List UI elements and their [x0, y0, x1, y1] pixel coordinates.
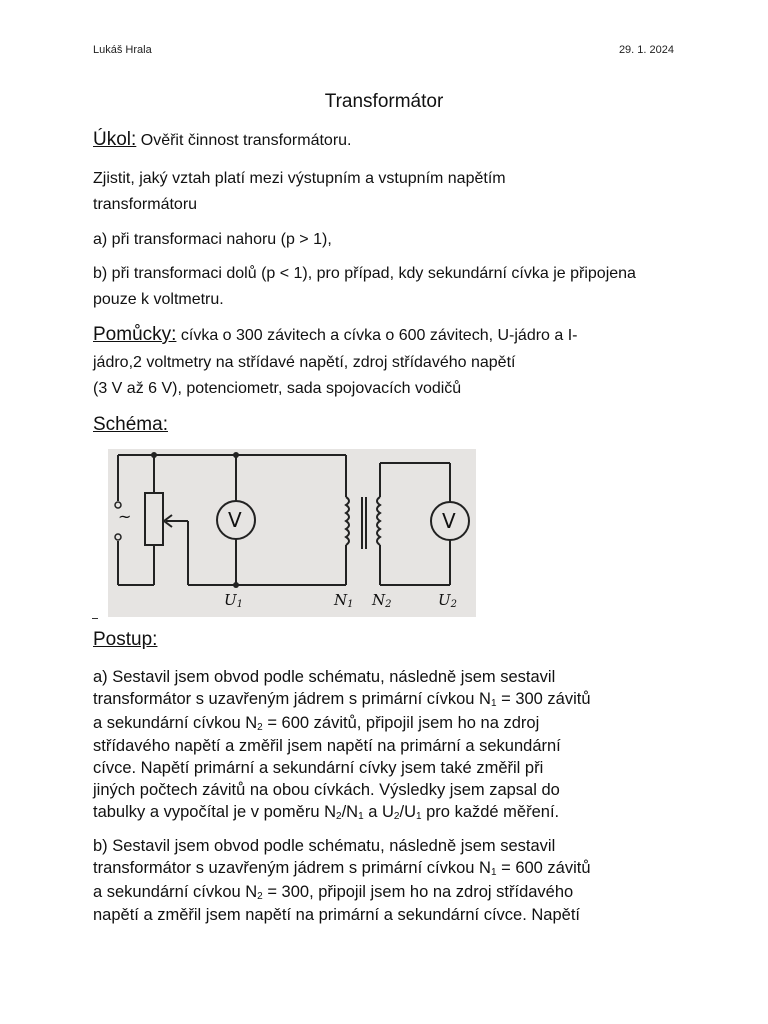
procedure-b-line: transformátor s uzavřeným jádrem s primární cívkou $N_1 = 600$ závitů [93, 858, 591, 878]
task-line [93, 127, 683, 154]
task-item-a: a) při transformaci nahoru (p > 1), [93, 231, 332, 248]
procedure-a-line: a sekundární cívkou $N_2 = 600$ závitů, připojil jsem ho na zdroj [93, 713, 540, 733]
ac-tilde: ~ [118, 507, 132, 526]
page-title: Transformátor [324, 91, 444, 112]
procedure-b-line: napětí a změřil jsem napětí na primární a sekundární cívce. Napětí [93, 906, 580, 925]
tools-line-3: (3 V až 6 V), potenciometr, sada spojovacích vodičů [93, 380, 462, 397]
procedure-b-line: a sekundární cívkou $N_2 = 300$, připojil jsem ho na zdroj střídavého [93, 882, 574, 902]
circuit-diagram [108, 449, 476, 617]
schema-heading: Schéma: [93, 414, 168, 435]
procedure-a [93, 667, 693, 826]
voltmeter-2-label: V [442, 509, 456, 533]
label-u1: $U_1$ [224, 591, 244, 610]
procedure-a-line: a) Sestavil jsem obvod podle schématu, následně jsem sestavil [93, 668, 556, 686]
task-heading: Úkol: [93, 129, 137, 150]
procedure-a-line: jiných počtech závitů na obou cívkách. Výsledky jsem zapsal do [93, 780, 560, 799]
procedure-a-line: transformátor s uzavřeným jádrem s primární cívkou $N_1 = 300$ závitů [93, 689, 591, 709]
task-goal: Zjistit, jaký vztah platí mezi výstupním a vstupním napětím transformátoru [93, 170, 506, 213]
procedure-a-line: střídavého napětí a změřil jsem napětí na primární a sekundární [93, 737, 561, 756]
procedure-b [93, 836, 693, 927]
tools-line-1 [93, 322, 683, 349]
procedure-a-line: cívce. Napětí primární a sekundární cívky jsem také změřil při [93, 759, 544, 778]
author: Lukáš Hrala [93, 44, 152, 56]
label-u2: $U_2$ [438, 591, 458, 610]
task-item-b: b) při transformaci dolů (p < 1), pro případ, kdy sekundární cívka je připojena pouze k voltmetru. [93, 265, 636, 308]
procedure-heading: Postup: [93, 629, 158, 650]
procedure-b-line: b) Sestavil jsem obvod podle schématu, následně jsem sestavil [93, 837, 556, 855]
label-n1: $N_1$ [334, 591, 354, 610]
tools-line-2: jádro,2 voltmetry na střídavé napětí, zdroj střídavého napětí [93, 354, 516, 371]
label-n2: $N_2$ [372, 591, 392, 610]
tools-heading: Pomůcky: [93, 324, 177, 345]
date: 29. 1. 2024 [618, 44, 674, 56]
voltmeter-1-label: V [228, 508, 242, 532]
task-text: Ověřit činnost transformátoru. [136, 132, 352, 149]
divider-mark [92, 618, 98, 619]
procedure-a-line: tabulky a vypočítal je v poměru $N_2/N_1$ a $U_2/U_1$ pro každé měření. [93, 802, 560, 822]
tools-text-1: cívka o 300 závitech a cívka o 600 závitech, U-jádro a I- [176, 327, 578, 344]
